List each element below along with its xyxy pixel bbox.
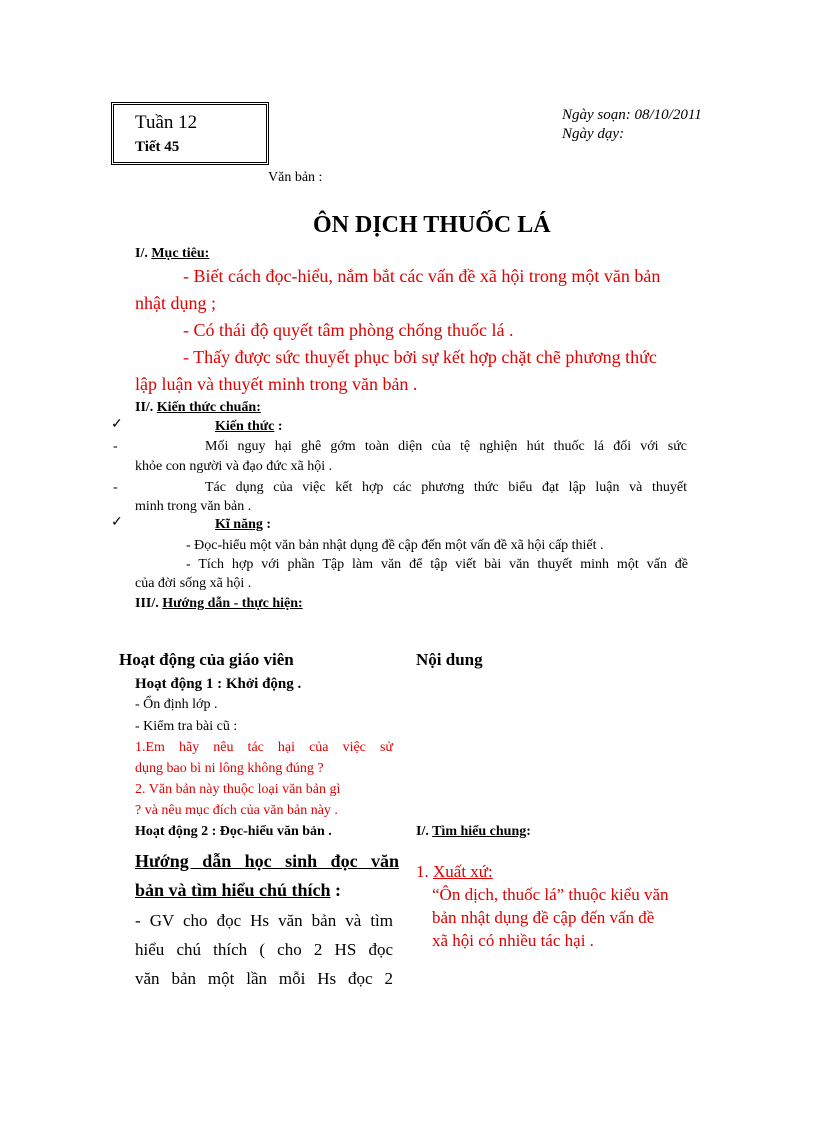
- guidance-number: III/.: [135, 596, 159, 611]
- skills-colon: :: [262, 517, 272, 532]
- week-label: Tuần 12: [135, 112, 198, 133]
- origin-line: “Ôn dịch, thuốc lá” thuộc kiểu văn: [432, 885, 669, 904]
- teacher-instruction-line: văn bản một lần mỗi Hs đọc 2: [135, 969, 393, 988]
- general-study-number: I/.: [416, 824, 429, 839]
- text-label: Văn bản :: [268, 170, 323, 185]
- knowledge-line: khỏe con người và đạo đức xã hội .: [135, 459, 333, 474]
- knowledge-line: Mối nguy hại ghê gớm toàn diện của tệ nghiện hút thuốc lá đối với sức: [205, 439, 687, 454]
- objective-item: lập luận và thuyết minh trong văn bản .: [135, 374, 418, 394]
- skill-line: của đời sống xã hội .: [135, 576, 252, 591]
- objective-item: - Thấy được sức thuyết phục bởi sự kết hợp chặt chẽ phương thức: [183, 347, 657, 367]
- objective-item: nhật dụng ;: [135, 293, 216, 313]
- activity-2: Hoạt động 2 : Đọc-hiểu văn bản .: [135, 824, 332, 839]
- period-label: Tiết 45: [135, 139, 180, 155]
- objective-item: - Biết cách đọc-hiểu, nắm bắt các vấn đề xã hội trong một văn bản: [183, 266, 661, 286]
- skills-label: Kĩ năng: [215, 517, 263, 532]
- knowledge-colon: :: [274, 419, 283, 434]
- checkmark-icon: ✓: [111, 515, 123, 530]
- skills-subheading: [215, 517, 271, 533]
- origin-line: bản nhật dụng đề cập đến vấn đề: [432, 908, 655, 927]
- objectives-title: Mục tiêu:: [151, 246, 210, 261]
- reading-guide-colon: :: [330, 880, 342, 900]
- checkmark-icon: ✓: [111, 417, 123, 432]
- reading-guide-line: Hướng dẫn học sinh đọc văn: [135, 851, 399, 871]
- bullet-dash: -: [113, 439, 118, 454]
- teacher-activity-heading: Hoạt động của giáo viên: [119, 650, 294, 669]
- class-stabilize: - Ổn định lớp .: [135, 697, 218, 712]
- knowledge-line: minh trong văn bản .: [135, 499, 252, 514]
- page-title: ÔN DỊCH THUỐC LÁ: [313, 212, 551, 238]
- general-study-heading: [416, 824, 531, 840]
- teacher-instruction-line: hiểu chú thích ( cho 2 HS đọc: [135, 940, 393, 959]
- guidance-title: Hướng dẫn - thực hiện:: [162, 596, 303, 611]
- knowledge-label: Kiến thức: [215, 419, 275, 434]
- question-line: dụng bao bì ni lông không đúng ?: [135, 761, 324, 776]
- standard-knowledge-heading: [135, 400, 261, 416]
- general-study-title: Tìm hiểu chung: [432, 824, 527, 839]
- reading-guide-heading: [135, 851, 399, 872]
- origin-line: xã hội có nhiều tác hại .: [432, 931, 594, 950]
- question-line: 2. Văn bản này thuộc loại văn bản gì: [135, 782, 341, 797]
- skill-line: - Đọc-hiểu một văn bản nhật dụng đề cập đến một vấn đề xã hội cấp thiết .: [186, 538, 604, 553]
- check-old-lesson: - Kiểm tra bài cũ :: [135, 719, 238, 734]
- objective-item: - Có thái độ quyết tâm phòng chống thuốc lá .: [183, 320, 514, 340]
- guidance-heading: [135, 596, 303, 612]
- reading-guide-heading: [135, 880, 341, 901]
- content-heading: Nội dung: [416, 650, 483, 669]
- origin-heading: [416, 862, 493, 882]
- activity-1: Hoạt động 1 : Khởi động .: [135, 676, 302, 692]
- question-line: ? và nêu mục đích của văn bản này .: [135, 803, 338, 818]
- general-study-colon: :: [526, 824, 531, 839]
- origin-number: 1.: [416, 862, 429, 881]
- standard-knowledge-number: II/.: [135, 400, 154, 415]
- question-line: 1.Em hãy nêu tác hại của việc sử: [135, 740, 393, 755]
- reading-guide-line: bản và tìm hiểu chú thích: [135, 880, 331, 900]
- standard-knowledge-title: Kiến thức chuẩn:: [156, 400, 261, 415]
- objectives-heading: [135, 246, 209, 262]
- objectives-number: I/.: [135, 246, 148, 261]
- knowledge-line: Tác dụng của việc kết hợp các phương thức biểu đạt lập luận và thuyết: [205, 480, 687, 495]
- skill-line: - Tích hợp với phần Tập làm văn để tập viết bài văn thuyết minh một vấn đề: [186, 557, 688, 572]
- origin-title: Xuất xứ:: [433, 862, 493, 881]
- prepared-date: Ngày soạn: 08/10/2011: [562, 107, 702, 123]
- knowledge-subheading: [215, 419, 283, 435]
- teacher-instruction-line: - GV cho đọc Hs văn bản và tìm: [135, 911, 393, 930]
- bullet-dash: -: [113, 480, 118, 495]
- teaching-date: Ngày dạy:: [562, 126, 625, 142]
